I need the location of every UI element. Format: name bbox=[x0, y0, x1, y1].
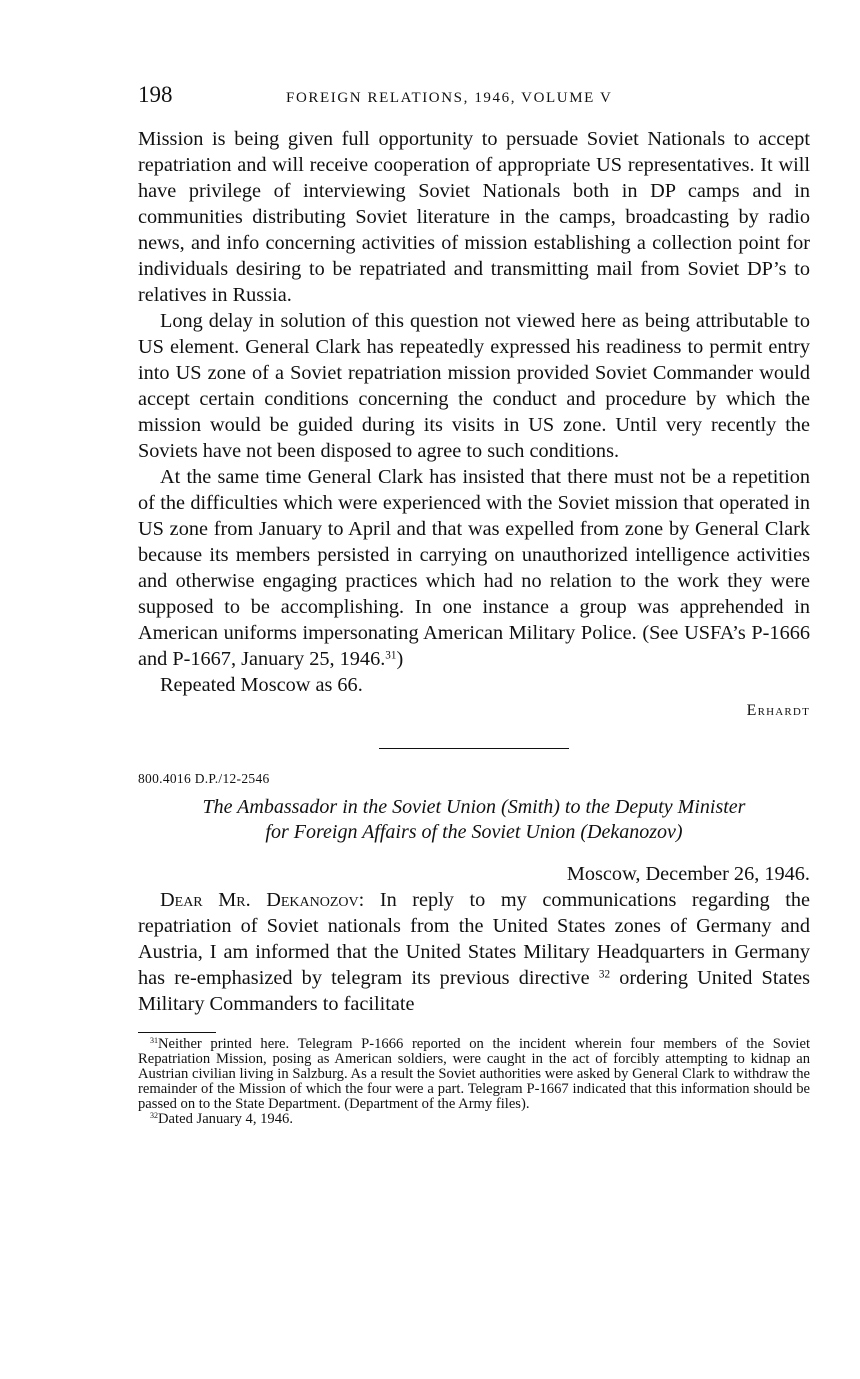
salutation: Dear Mr. Dekanozov bbox=[160, 889, 359, 911]
page-number: 198 bbox=[138, 82, 173, 107]
document-page bbox=[138, 82, 810, 1127]
footnote-31 bbox=[138, 1037, 810, 1112]
dateline: Moscow, December 26, 1946. bbox=[566, 863, 810, 885]
letter-body-text-2: ordering United States Military Commanders to facilitate bbox=[138, 967, 811, 1015]
document-title bbox=[138, 795, 810, 845]
footnote-ref-31[interactable]: 31 bbox=[385, 649, 397, 662]
paragraph-2: Long delay in solution of this question not viewed here as being attributable to US element. General Clark has repeatedly expressed his readiness to permit entry into US zone of a Soviet repatriation mission provided Soviet Commander would accept certain conditions concerning the conduct and procedure by which the mission would be guided during its visits in US zone. Until very recently the Soviets have not been disposed to agree to such conditions. bbox=[138, 310, 810, 462]
section-divider bbox=[379, 748, 569, 749]
footnotes bbox=[138, 1037, 810, 1127]
signature: Erhardt bbox=[746, 702, 810, 719]
letter-body-text-1: : In reply to my communications regarding the repatriation of Soviet nationals from the United States zones of Germany and Austria, I am informed that the United States Military Headquarters in Germany has re-emphasized by telegram its previous directive bbox=[138, 889, 810, 989]
paragraph-3-text: At the same time General Clark has insisted that there must not be a repetition of the difficulties which were experienced with the Soviet mission that operated in US zone from January to April and that was expelled from zone by General Clark because its members persisted in carrying on unauthorized intelligence activities and otherwise engaging practices which had no relation to the work they were supposed to be accomplishing. In one instance a group was apprehended in American uniforms impersonating American Military Police. (See USFA’s P-1666 and P-1667, January 25, 1946. bbox=[138, 466, 810, 670]
paragraph-3 bbox=[138, 464, 810, 672]
footnote-ref-32[interactable]: 32 bbox=[598, 968, 611, 981]
footnote-32-number: 32 bbox=[150, 1111, 159, 1121]
footnote-32-text: Dated January 4, 1946. bbox=[158, 1111, 293, 1127]
footnote-31-text: Neither printed here. Telegram P-1666 reported on the incident wherein four members of the Soviet Repatriation Mission, posing as American soldiers, were caught in the act of forcibly attempting to kidnap an Austrian civilian living in Salzburg. As a result the Soviet authorities were asked by General Clark to withdraw the remainder of the Mission of which the four were a part. Telegram P-1667 indicated that this information should be passed on to the State Department. (Department of the Army files). bbox=[138, 1036, 810, 1112]
running-head: FOREIGN RELATIONS, 1946, VOLUME V bbox=[286, 90, 613, 106]
footnote-32 bbox=[138, 1112, 810, 1127]
paragraph-4: Repeated Moscow as 66. bbox=[160, 674, 363, 696]
paragraph-3-end: ) bbox=[396, 648, 404, 670]
document-title-line-1: The Ambassador in the Soviet Union (Smith) to the Deputy Minister bbox=[202, 796, 746, 818]
document-title-line-2: for Foreign Affairs of the Soviet Union (Dekanozov) bbox=[265, 821, 683, 843]
letter-body bbox=[138, 887, 810, 1017]
paragraph-1: Mission is being given full opportunity to persuade Soviet Nationals to accept repatriation and will receive cooperation of appropriate US representatives. It will have privilege of interviewing Soviet Nationals both in DP camps and in communities distributing Soviet literature in the camps, broadcasting by radio news, and info concerning activities of mission establishing a collection point for individuals desiring to be repatriated and transmitting mail from Soviet DP’s to relatives in Russia. bbox=[138, 128, 810, 306]
page-header bbox=[138, 82, 810, 114]
file-number: 800.4016 D.P./12-2546 bbox=[138, 771, 270, 786]
footnote-31-number: 31 bbox=[150, 1036, 159, 1046]
footnote-rule bbox=[138, 1032, 216, 1033]
